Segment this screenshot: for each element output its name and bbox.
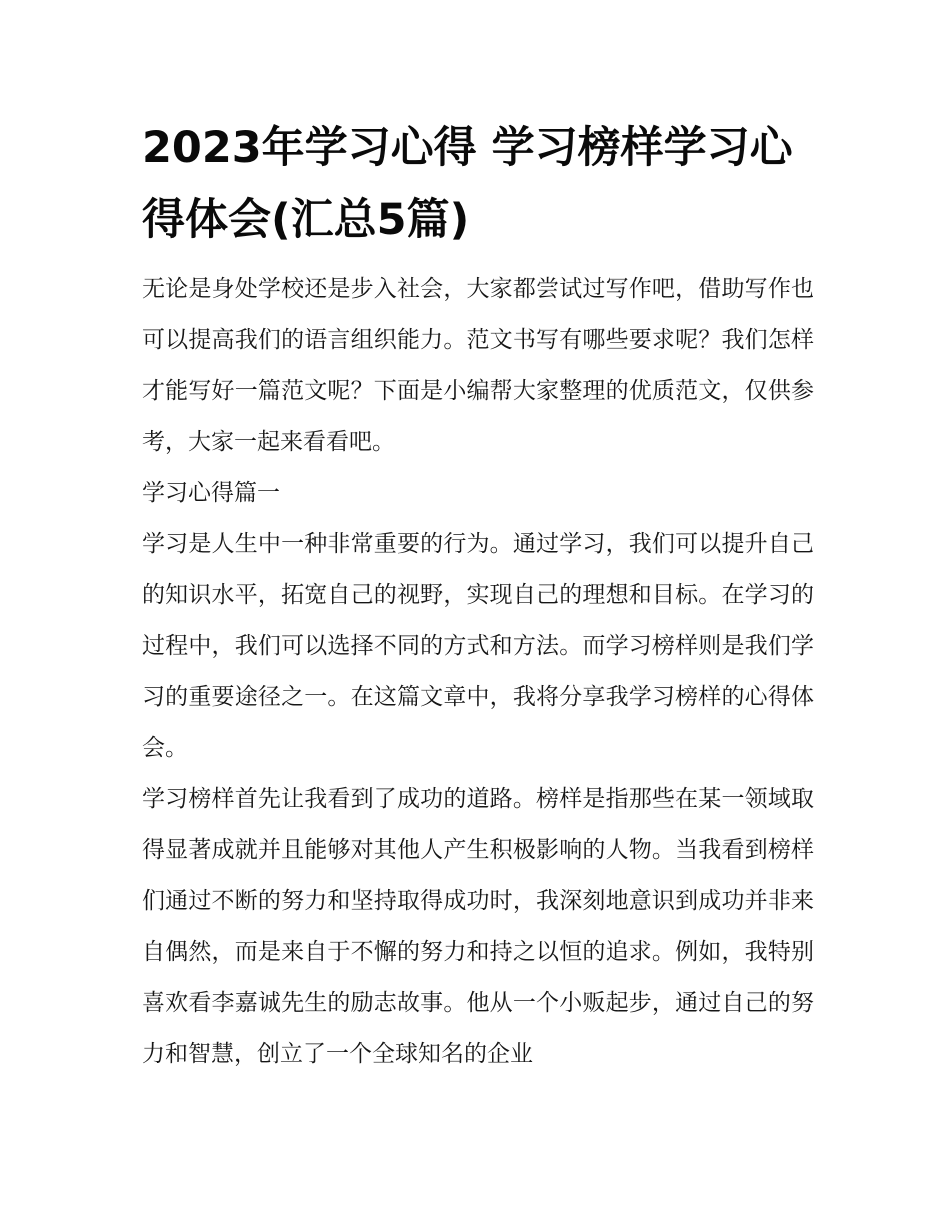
body-paragraph: 学习榜样首先让我看到了成功的道路。榜样是指那些在某一领域取得显著成就并且能够对其他人产生积极影响的人物。当我看到榜样们通过不断的努力和坚持取得成功时，我深刻地意识到成功并非来自偶然，而是来自于不懈的努力和持之以恒的追求。例如，我特别喜欢看李嘉诚先生的励志故事。他从一个小贩起步，通过自己的努力和智慧，创立了一个全球知名的企业 <box>142 786 814 1067</box>
intro-paragraph: 无论是身处学校还是步入社会，大家都尝试过写作吧，借助写作也可以提高我们的语言组织能力。范文书写有哪些要求呢？我们怎样才能写好一篇范文呢？下面是小编帮大家整理的优质范文，仅供参考，大家一起来看看吧。 <box>142 276 814 455</box>
body-paragraph: 学习是人生中一种非常重要的行为。通过学习，我们可以提升自己的知识水平，拓宽自己的视野，实现自己的理想和目标。在学习的过程中，我们可以选择不同的方式和方法。而学习榜样则是我们学习的重要途径之一。在这篇文章中，我将分享我学习榜样的心得体会。 <box>142 531 814 761</box>
section-heading: 学习心得篇一 <box>142 480 280 506</box>
document-content <box>142 112 814 1080</box>
document-title: 2023年学习心得 学习榜样学习心得体会(汇总5篇) <box>142 123 793 245</box>
